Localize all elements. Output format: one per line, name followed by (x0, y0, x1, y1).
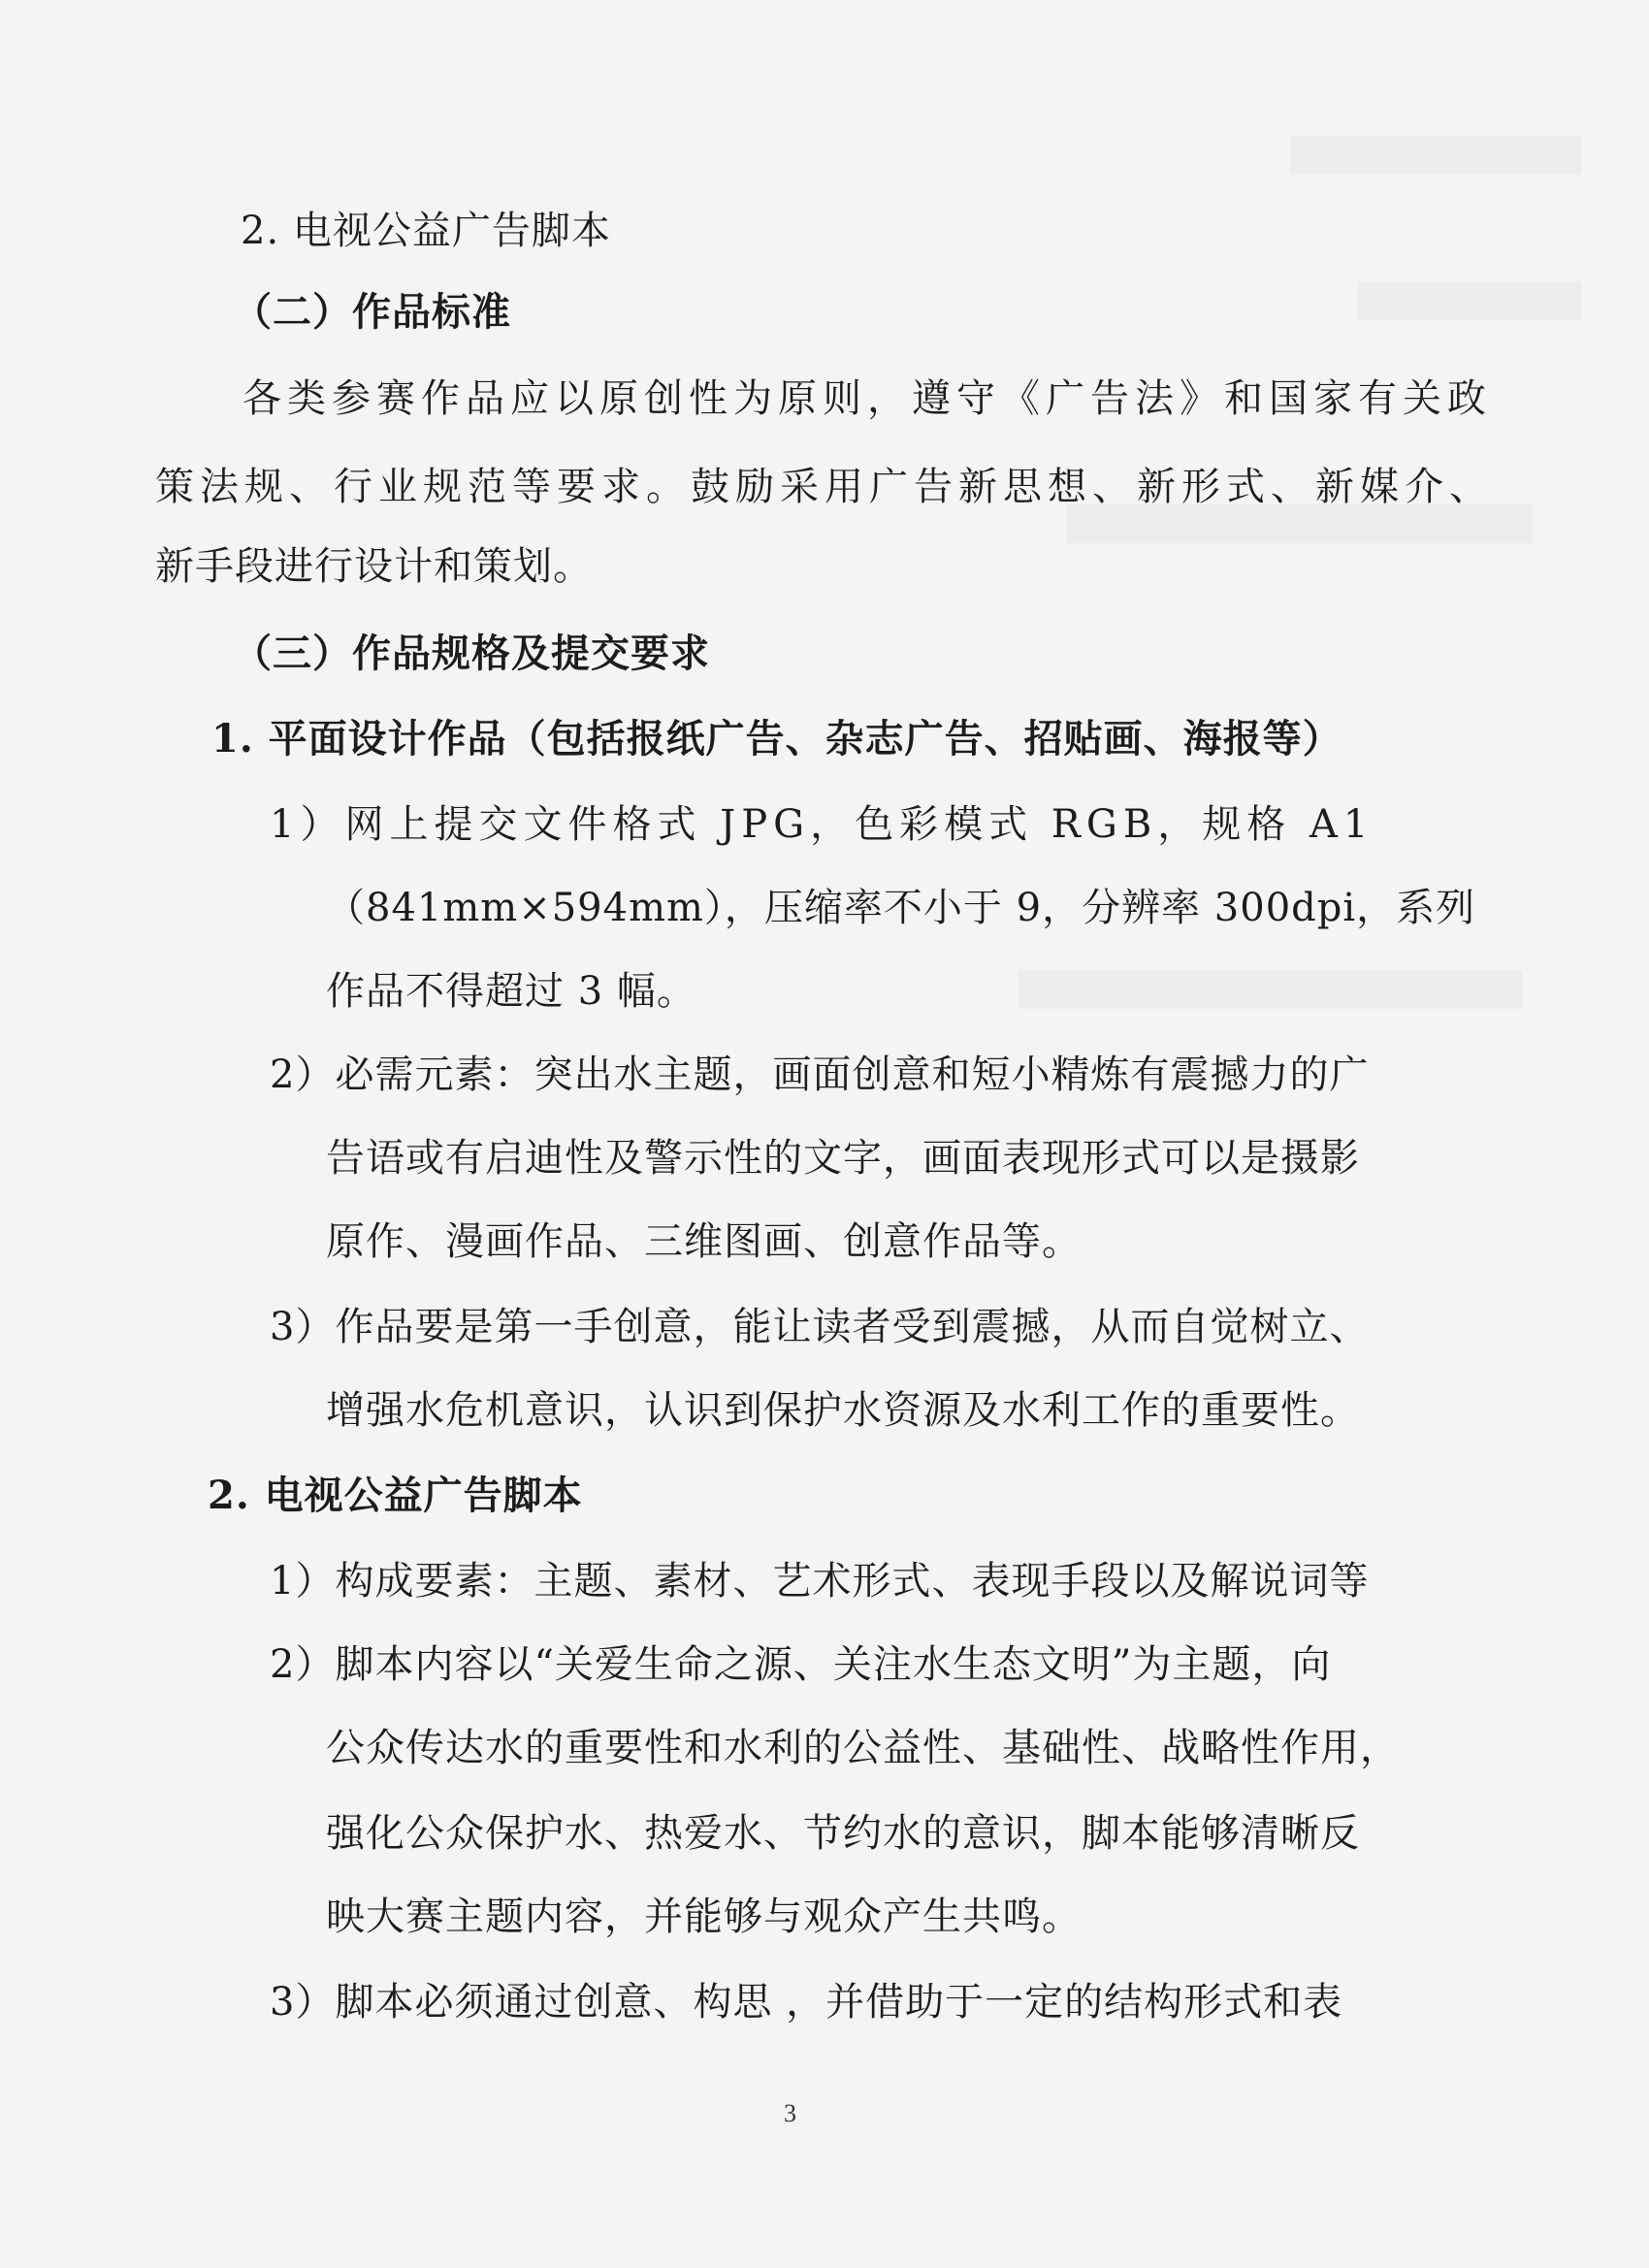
section-heading-tv-script: 2. 电视公益广告脚本 (241, 209, 611, 253)
list-item-line: 增强水危机意识，认识到保护水资源及水利工作的重要性。 (326, 1388, 1360, 1433)
list-item-line: 公众传达水的重要性和水利的公益性、基础性、战略性作用， (326, 1726, 1400, 1770)
item-heading-print-design: 1. 平面设计作品（包括报纸广告、杂志广告、招贴画、海报等） (211, 716, 1342, 761)
list-item-line: 映大赛主题内容，并能够与观众产生共鸣。 (326, 1895, 1082, 1939)
list-item-line: 2）必需元素：突出水主题，画面创意和短小精炼有震撼力的广 (270, 1053, 1370, 1097)
paragraph-line: 各类参赛作品应以原创性为原则，遵守《广告法》和国家有关政 (242, 376, 1492, 421)
list-item-line: 1）构成要素：主题、素材、艺术形式、表现手段以及解说词等 (270, 1559, 1370, 1604)
list-item-line: 3）脚本必须通过创意、构思 ，并借助于一定的结构形式和表 (270, 1980, 1343, 2025)
show-through-background (1018, 970, 1523, 1009)
list-item-line: （841mm×594mm），压缩率不小于 9，分辨率 300dpi，系列 (326, 886, 1476, 930)
subsection-heading-standards: （二）作品标准 (233, 289, 511, 335)
list-item-line: 告语或有启迪性及警示性的文字，画面表现形式可以是摄影 (326, 1136, 1360, 1181)
page-number: 3 (784, 2099, 796, 2127)
show-through-background (1358, 281, 1581, 320)
item-heading-tv-script: 2. 电视公益广告脚本 (208, 1473, 583, 1518)
list-item-line: 3）作品要是第一手创意，能让读者受到震撼，从而自觉树立、 (270, 1305, 1370, 1349)
paragraph-line: 策法规、行业规范等要求。鼓励采用广告新思想、新形式、新媒介、 (155, 465, 1494, 509)
show-through-background (1290, 136, 1581, 175)
subsection-heading-specs: （三）作品规格及提交要求 (233, 631, 710, 676)
list-item-line: 原作、漫画作品、三维图画、创意作品等。 (326, 1219, 1082, 1264)
show-through-background (1067, 504, 1533, 543)
paragraph-line: 新手段进行设计和策划。 (155, 544, 593, 589)
list-item-line: 强化公众保护水、热爱水、节约水的意识，脚本能够清晰反 (326, 1811, 1360, 1856)
list-item-line: 作品不得超过 3 幅。 (326, 969, 696, 1014)
list-item-line: 1）网上提交文件格式 JPG，色彩模式 RGB，规格 A1 (270, 802, 1374, 847)
list-item-line: 2）脚本内容以“关爱生命之源、关注水生态文明”为主题，向 (270, 1642, 1332, 1687)
